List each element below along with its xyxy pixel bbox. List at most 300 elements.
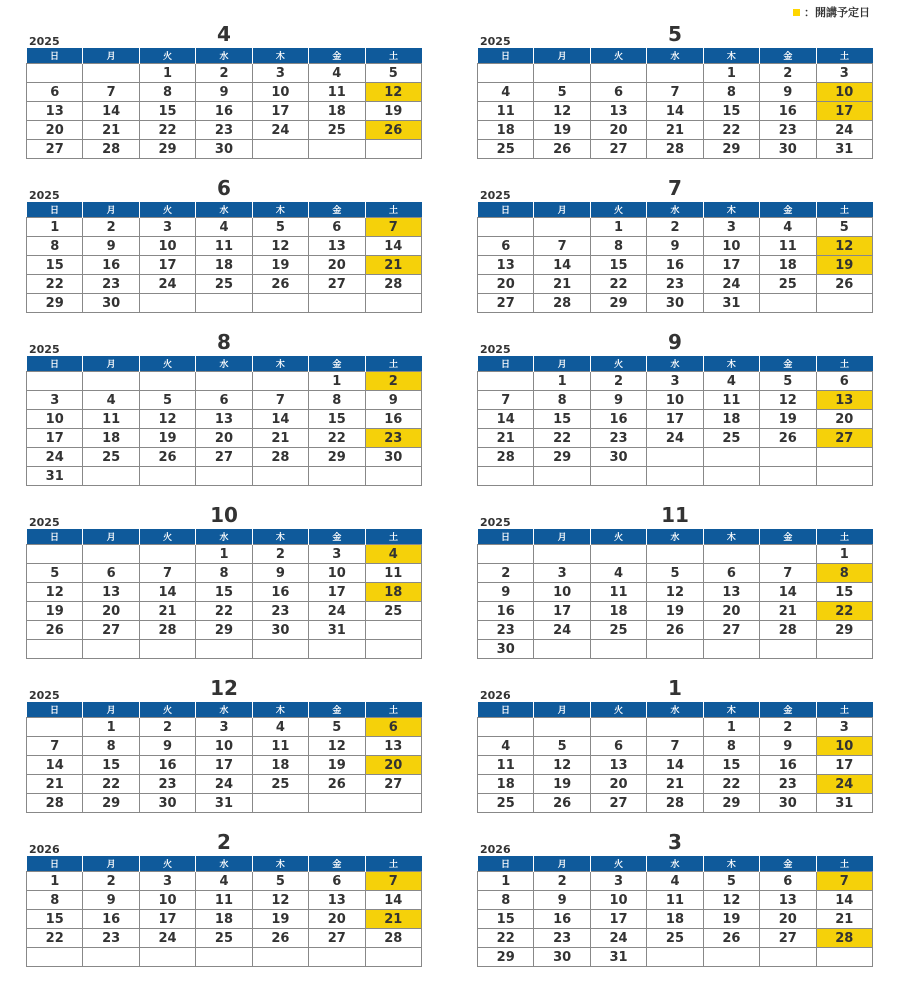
weekday-header: 月 [83,48,139,64]
day-cell: 1 [309,372,365,391]
day-cell [647,718,703,737]
day-cell: 1 [27,872,83,891]
week-row [478,102,873,121]
day-cell: 29 [27,294,83,313]
day-cell [816,448,872,467]
day-cell: 1 [703,718,759,737]
day-cell: 21 [534,275,590,294]
day-cell [760,545,816,564]
weekday-header: 日 [478,202,534,218]
day-cell: 30 [760,140,816,159]
day-cell: 21 [478,429,534,448]
day-cell: 25 [196,275,252,294]
day-cell: 21 [252,429,308,448]
weekday-header: 火 [590,856,646,872]
day-cell: 30 [252,621,308,640]
day-cell: 10 [590,891,646,910]
day-cell: 3 [590,872,646,891]
day-cell: 4 [703,372,759,391]
month-number: 3 [668,830,682,854]
day-cell: 11 [309,83,365,102]
day-cell: 20 [816,410,872,429]
week-row [27,294,422,313]
day-cell: 13 [309,237,365,256]
month-header [26,501,422,529]
weekday-header: 月 [534,48,590,64]
calendar-table [26,48,422,159]
day-cell [309,294,365,313]
day-cell-lecture: 7 [816,872,872,891]
day-cell: 19 [252,256,308,275]
week-row [27,948,422,967]
weekday-header: 火 [139,702,195,718]
month-number: 2 [217,830,231,854]
day-cell: 20 [309,910,365,929]
day-cell: 16 [478,602,534,621]
day-cell [534,218,590,237]
day-cell [365,467,421,486]
day-cell: 9 [590,391,646,410]
day-cell: 20 [27,121,83,140]
week-row [27,756,422,775]
day-cell: 8 [590,237,646,256]
day-cell-lecture: 6 [365,718,421,737]
day-cell [83,948,139,967]
day-cell: 14 [647,756,703,775]
day-cell: 24 [647,429,703,448]
day-cell: 5 [309,718,365,737]
week-row [478,756,873,775]
day-cell [478,467,534,486]
day-cell: 10 [647,391,703,410]
week-row [478,948,873,967]
day-cell: 3 [196,718,252,737]
day-cell-lecture: 23 [365,429,421,448]
day-cell: 14 [647,102,703,121]
day-cell-lecture: 13 [816,391,872,410]
day-cell: 19 [647,602,703,621]
day-cell [83,640,139,659]
day-cell: 20 [309,256,365,275]
day-cell: 7 [647,83,703,102]
day-cell: 27 [760,929,816,948]
weekday-header-row [27,529,422,545]
day-cell: 30 [196,140,252,159]
day-cell [816,467,872,486]
day-cell: 23 [83,275,139,294]
month-number: 9 [668,330,682,354]
day-cell: 2 [534,872,590,891]
weekday-header: 月 [83,356,139,372]
day-cell: 17 [196,756,252,775]
weekday-header: 木 [252,356,308,372]
year-label: 2026 [480,843,511,856]
week-row [27,102,422,121]
day-cell [478,545,534,564]
day-cell: 23 [534,929,590,948]
day-cell-lecture: 27 [816,429,872,448]
weekday-header-row [27,702,422,718]
day-cell [647,948,703,967]
day-cell: 29 [703,794,759,813]
day-cell: 26 [252,275,308,294]
weekday-header: 日 [478,856,534,872]
day-cell: 28 [760,621,816,640]
month-header [26,20,422,48]
month-calendar [477,328,873,486]
weekday-header: 土 [365,529,421,545]
day-cell: 27 [309,275,365,294]
day-cell [309,140,365,159]
day-cell [534,467,590,486]
day-cell: 8 [309,391,365,410]
day-cell: 30 [478,640,534,659]
calendar-table [477,702,873,813]
day-cell: 3 [534,564,590,583]
day-cell: 13 [590,756,646,775]
day-cell: 11 [478,102,534,121]
day-cell: 3 [816,718,872,737]
day-cell: 21 [647,775,703,794]
day-cell-lecture: 19 [816,256,872,275]
month-header [26,828,422,856]
day-cell-lecture: 18 [365,583,421,602]
day-cell: 13 [196,410,252,429]
weekday-header: 金 [760,48,816,64]
day-cell: 26 [647,621,703,640]
day-cell: 21 [760,602,816,621]
weekday-header: 水 [196,529,252,545]
day-cell: 1 [139,64,195,83]
day-cell [534,640,590,659]
day-cell: 27 [365,775,421,794]
week-row [478,275,873,294]
day-cell: 24 [816,121,872,140]
weekday-header-row [478,702,873,718]
weekday-header: 木 [703,48,759,64]
day-cell: 25 [590,621,646,640]
day-cell [590,64,646,83]
weekday-header: 日 [27,48,83,64]
day-cell: 6 [590,83,646,102]
week-row [478,583,873,602]
calendar-table [26,356,422,486]
day-cell: 13 [703,583,759,602]
week-row [27,929,422,948]
weekday-header: 日 [27,702,83,718]
week-row [27,794,422,813]
day-cell: 30 [760,794,816,813]
weekday-header-row [27,356,422,372]
day-cell: 10 [139,891,195,910]
weekday-header: 土 [365,356,421,372]
day-cell [27,372,83,391]
weekday-header: 水 [647,529,703,545]
day-cell: 21 [816,910,872,929]
week-row [478,564,873,583]
day-cell [252,294,308,313]
day-cell: 19 [27,602,83,621]
week-row [27,140,422,159]
weekday-header: 土 [816,702,872,718]
weekday-header: 日 [478,48,534,64]
month-calendar [26,828,422,967]
day-cell [27,640,83,659]
weekday-header: 金 [760,529,816,545]
year-label: 2026 [480,689,511,702]
day-cell [196,467,252,486]
day-cell [252,640,308,659]
weekday-header-row [27,48,422,64]
day-cell: 4 [590,564,646,583]
calendar-table [26,702,422,813]
week-row [27,718,422,737]
year-label: 2025 [29,343,60,356]
day-cell: 31 [590,948,646,967]
day-cell: 25 [703,429,759,448]
day-cell: 17 [309,583,365,602]
day-cell: 10 [139,237,195,256]
weekday-header-row [478,856,873,872]
day-cell [139,948,195,967]
day-cell: 18 [478,775,534,794]
month-header [477,174,873,202]
day-cell: 12 [534,102,590,121]
day-cell: 13 [83,583,139,602]
weekday-header: 金 [309,356,365,372]
day-cell [590,545,646,564]
day-cell: 10 [703,237,759,256]
day-cell: 17 [703,256,759,275]
month-calendar [26,328,422,486]
day-cell: 7 [478,391,534,410]
weekday-header: 土 [816,529,872,545]
day-cell: 8 [27,237,83,256]
day-cell: 25 [252,775,308,794]
day-cell-lecture: 21 [365,256,421,275]
day-cell: 2 [83,872,139,891]
day-cell: 9 [196,83,252,102]
week-row [27,83,422,102]
week-row [478,121,873,140]
day-cell: 18 [196,256,252,275]
day-cell: 4 [478,83,534,102]
weekday-header: 火 [139,356,195,372]
day-cell: 8 [196,564,252,583]
month-number: 5 [668,22,682,46]
day-cell: 30 [83,294,139,313]
day-cell [590,640,646,659]
day-cell: 13 [27,102,83,121]
day-cell: 6 [816,372,872,391]
day-cell: 30 [590,448,646,467]
day-cell: 7 [139,564,195,583]
day-cell: 12 [139,410,195,429]
day-cell: 1 [196,545,252,564]
week-row [27,621,422,640]
day-cell: 25 [647,929,703,948]
day-cell [816,294,872,313]
day-cell: 2 [83,218,139,237]
day-cell: 27 [478,294,534,313]
weekday-header-row [478,356,873,372]
day-cell: 11 [365,564,421,583]
day-cell [83,64,139,83]
month-number: 10 [210,503,238,527]
day-cell-lecture: 7 [365,872,421,891]
day-cell: 23 [139,775,195,794]
weekday-header: 金 [760,856,816,872]
day-cell: 30 [365,448,421,467]
week-row [478,218,873,237]
day-cell: 26 [309,775,365,794]
day-cell: 15 [196,583,252,602]
weekday-header-row [478,48,873,64]
week-row [27,583,422,602]
week-row [478,545,873,564]
day-cell: 28 [252,448,308,467]
week-row [478,929,873,948]
day-cell: 15 [590,256,646,275]
week-row [478,467,873,486]
day-cell: 5 [139,391,195,410]
day-cell: 16 [83,910,139,929]
day-cell: 8 [27,891,83,910]
day-cell [760,448,816,467]
day-cell: 18 [590,602,646,621]
day-cell: 23 [647,275,703,294]
day-cell [365,640,421,659]
day-cell: 12 [703,891,759,910]
day-cell: 16 [196,102,252,121]
weekday-header: 月 [83,202,139,218]
day-cell: 14 [365,237,421,256]
month-calendar [477,174,873,313]
day-cell [478,218,534,237]
day-cell: 18 [703,410,759,429]
day-cell [365,794,421,813]
day-cell: 31 [703,294,759,313]
month-calendar [26,174,422,313]
day-cell [309,640,365,659]
week-row [478,294,873,313]
weekday-header: 水 [196,202,252,218]
weekday-header: 金 [760,356,816,372]
day-cell: 12 [647,583,703,602]
day-cell: 22 [27,275,83,294]
day-cell: 12 [309,737,365,756]
weekday-header: 月 [534,356,590,372]
day-cell: 26 [139,448,195,467]
weekday-header: 日 [478,356,534,372]
day-cell: 1 [703,64,759,83]
day-cell: 10 [196,737,252,756]
day-cell [647,467,703,486]
week-row [27,237,422,256]
day-cell: 14 [760,583,816,602]
weekday-header: 水 [647,856,703,872]
week-row [478,410,873,429]
day-cell: 23 [760,121,816,140]
week-row [27,256,422,275]
weekday-header: 金 [760,702,816,718]
day-cell [27,718,83,737]
month-calendar [26,674,422,813]
day-cell: 14 [365,891,421,910]
day-cell: 24 [139,275,195,294]
day-cell-lecture: 12 [816,237,872,256]
day-cell [252,948,308,967]
day-cell: 22 [196,602,252,621]
week-row [27,467,422,486]
weekday-header: 木 [703,702,759,718]
week-row [27,602,422,621]
week-row [27,218,422,237]
day-cell: 26 [760,429,816,448]
day-cell: 6 [760,872,816,891]
month-calendar [26,20,422,159]
day-cell: 31 [196,794,252,813]
day-cell [478,372,534,391]
day-cell: 3 [703,218,759,237]
day-cell: 21 [139,602,195,621]
weekday-header: 金 [309,856,365,872]
day-cell: 24 [703,275,759,294]
day-cell: 22 [139,121,195,140]
week-row [478,794,873,813]
weekday-header: 日 [478,529,534,545]
week-row [27,429,422,448]
day-cell: 5 [252,872,308,891]
day-cell: 23 [196,121,252,140]
day-cell-lecture: 26 [365,121,421,140]
legend [793,4,870,20]
day-cell: 26 [27,621,83,640]
day-cell: 20 [478,275,534,294]
year-label: 2025 [480,516,511,529]
day-cell: 28 [647,794,703,813]
calendar-table [26,202,422,313]
day-cell: 9 [252,564,308,583]
day-cell: 19 [139,429,195,448]
day-cell: 17 [816,756,872,775]
year-label: 2025 [29,689,60,702]
day-cell [816,948,872,967]
day-cell: 5 [760,372,816,391]
day-cell: 26 [534,140,590,159]
day-cell: 21 [83,121,139,140]
month-header [26,174,422,202]
day-cell: 20 [590,775,646,794]
weekday-header: 日 [27,202,83,218]
week-row [478,640,873,659]
day-cell: 2 [760,64,816,83]
calendar-table [477,356,873,486]
day-cell [703,545,759,564]
day-cell: 20 [590,121,646,140]
day-cell: 9 [83,237,139,256]
day-cell: 7 [83,83,139,102]
day-cell [647,640,703,659]
day-cell: 5 [27,564,83,583]
month-header [477,328,873,356]
day-cell: 16 [139,756,195,775]
day-cell [27,64,83,83]
day-cell: 1 [83,718,139,737]
month-calendar [477,20,873,159]
week-row [478,448,873,467]
week-row [27,891,422,910]
